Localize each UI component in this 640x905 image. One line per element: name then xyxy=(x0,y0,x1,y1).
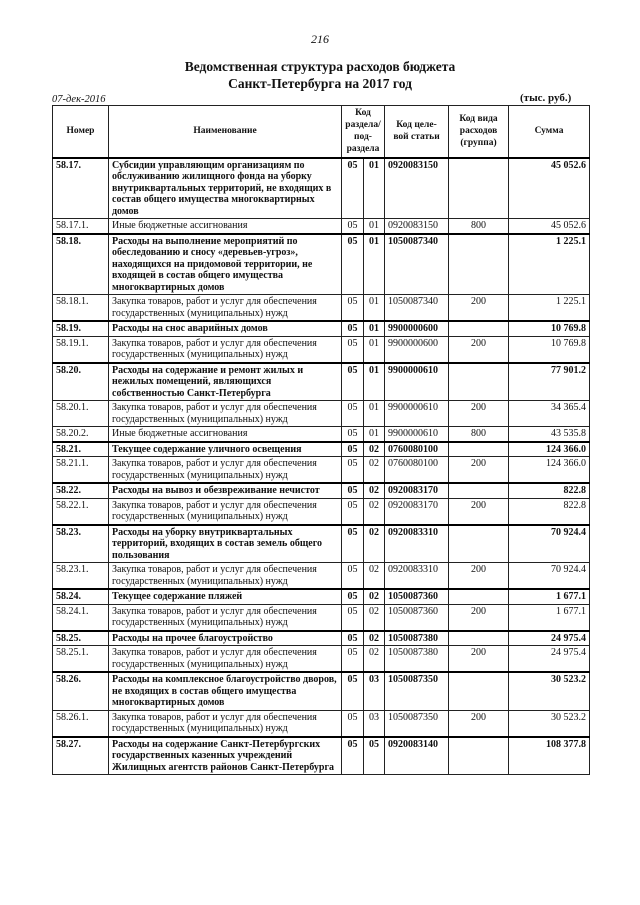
row-amount: 822.8 xyxy=(509,498,590,525)
row-target-code: 0920083150 xyxy=(385,158,449,219)
row-name: Расходы на содержание Санкт-Петербургских государственных казенных учреждений Жилищных агентств районов Санкт-Петербурга xyxy=(109,737,342,775)
row-expense-type xyxy=(449,234,509,295)
row-subsection-code: 01 xyxy=(364,321,385,336)
row-expense-type xyxy=(449,631,509,646)
row-amount: 108 377.8 xyxy=(509,737,590,775)
row-target-code: 0920083310 xyxy=(385,525,449,563)
row-target-code: 1050087340 xyxy=(385,234,449,295)
row-section-code: 05 xyxy=(342,158,364,219)
row-target-code: 1050087380 xyxy=(385,646,449,673)
row-section-code: 05 xyxy=(342,457,364,484)
row-subsection-code: 01 xyxy=(364,427,385,442)
row-expense-type: 800 xyxy=(449,219,509,234)
table-row xyxy=(53,401,590,427)
row-amount: 43 535.8 xyxy=(509,427,590,442)
row-amount: 70 924.4 xyxy=(509,525,590,563)
table-row xyxy=(53,363,590,401)
row-subsection-code: 02 xyxy=(364,631,385,646)
row-number: 58.22.1. xyxy=(53,498,109,525)
row-subsection-code: 02 xyxy=(364,483,385,498)
row-target-code: 1050087380 xyxy=(385,631,449,646)
row-section-code: 05 xyxy=(342,234,364,295)
row-section-code: 05 xyxy=(342,604,364,631)
row-number: 58.21. xyxy=(53,442,109,457)
row-name: Иные бюджетные ассигнования xyxy=(109,219,342,234)
row-section-code: 05 xyxy=(342,442,364,457)
table-row xyxy=(53,589,590,604)
row-target-code: 9900000600 xyxy=(385,321,449,336)
row-amount: 77 901.2 xyxy=(509,363,590,401)
row-expense-type xyxy=(449,363,509,401)
row-subsection-code: 01 xyxy=(364,158,385,219)
row-amount: 30 523.2 xyxy=(509,672,590,710)
row-amount: 24 975.4 xyxy=(509,646,590,673)
row-amount: 1 677.1 xyxy=(509,589,590,604)
row-section-code: 05 xyxy=(342,483,364,498)
table-row xyxy=(53,427,590,442)
row-number: 58.23.1. xyxy=(53,563,109,590)
row-subsection-code: 02 xyxy=(364,589,385,604)
row-expense-type: 200 xyxy=(449,498,509,525)
row-number: 58.17. xyxy=(53,158,109,219)
print-date: 07-дек-2016 xyxy=(52,94,106,105)
row-number: 58.19. xyxy=(53,321,109,336)
row-target-code: 0920083140 xyxy=(385,737,449,775)
row-subsection-code: 05 xyxy=(364,737,385,775)
row-section-code: 05 xyxy=(342,427,364,442)
row-target-code: 0920083170 xyxy=(385,483,449,498)
row-expense-type xyxy=(449,158,509,219)
header-number: Номер xyxy=(53,106,109,158)
table-row xyxy=(53,336,590,363)
table-header-row xyxy=(53,106,590,158)
row-number: 58.17.1. xyxy=(53,219,109,234)
table-row xyxy=(53,295,590,322)
row-number: 58.27. xyxy=(53,737,109,775)
table-row xyxy=(53,321,590,336)
row-amount: 34 365.4 xyxy=(509,401,590,427)
row-name: Иные бюджетные ассигнования xyxy=(109,427,342,442)
row-section-code: 05 xyxy=(342,631,364,646)
row-amount: 124 366.0 xyxy=(509,442,590,457)
row-target-code: 1050087340 xyxy=(385,295,449,322)
row-section-code: 05 xyxy=(342,401,364,427)
row-expense-type: 200 xyxy=(449,295,509,322)
row-number: 58.24. xyxy=(53,589,109,604)
row-number: 58.18.1. xyxy=(53,295,109,322)
row-amount: 30 523.2 xyxy=(509,710,590,737)
row-number: 58.24.1. xyxy=(53,604,109,631)
row-target-code: 9900000610 xyxy=(385,401,449,427)
header-expense-type: Код вида расходов (группа) xyxy=(449,106,509,158)
row-section-code: 05 xyxy=(342,363,364,401)
row-expense-type xyxy=(449,321,509,336)
row-name: Текущее содержание пляжей xyxy=(109,589,342,604)
row-target-code: 9900000600 xyxy=(385,336,449,363)
row-expense-type: 200 xyxy=(449,457,509,484)
row-section-code: 05 xyxy=(342,737,364,775)
row-number: 58.20.1. xyxy=(53,401,109,427)
table-row xyxy=(53,604,590,631)
table-row xyxy=(53,710,590,737)
row-expense-type: 200 xyxy=(449,604,509,631)
row-number: 58.20.2. xyxy=(53,427,109,442)
row-amount: 1 677.1 xyxy=(509,604,590,631)
row-name: Закупка товаров, работ и услуг для обеспечения государственных (муниципальных) нужд xyxy=(109,295,342,322)
header-amount: Сумма xyxy=(509,106,590,158)
row-amount: 45 052.6 xyxy=(509,219,590,234)
row-expense-type xyxy=(449,525,509,563)
row-name: Расходы на комплексное благоустройство дворов, не входящих в состав общего имущества многоквартирных домов xyxy=(109,672,342,710)
row-expense-type: 200 xyxy=(449,563,509,590)
table-row xyxy=(53,483,590,498)
row-name: Закупка товаров, работ и услуг для обеспечения государственных (муниципальных) нужд xyxy=(109,604,342,631)
title-line-2: Санкт-Петербурга на 2017 год xyxy=(228,76,412,91)
units-label: (тыс. руб.) xyxy=(520,92,572,104)
row-amount: 124 366.0 xyxy=(509,457,590,484)
row-expense-type: 200 xyxy=(449,336,509,363)
table-row xyxy=(53,457,590,484)
title-line-1: Ведомственная структура расходов бюджета xyxy=(184,59,456,74)
row-name: Расходы на выполнение мероприятий по обеследованию и сносу «деревьев-угроз», находящихся на придомовой территории, не входящей в состав общего имущества многоквартирных домов xyxy=(109,234,342,295)
row-subsection-code: 01 xyxy=(364,363,385,401)
row-expense-type xyxy=(449,672,509,710)
header-target: Код целе- вой статьи xyxy=(385,106,449,158)
row-name: Субсидии управляющим организациям по обслуживанию жилищного фонда на уборку внутриквартальных территорий, не входящих в состав общего имущества многоквартирных домов xyxy=(109,158,342,219)
row-subsection-code: 01 xyxy=(364,295,385,322)
row-name: Расходы на снос аварийных домов xyxy=(109,321,342,336)
row-target-code: 1050087360 xyxy=(385,604,449,631)
row-section-code: 05 xyxy=(342,589,364,604)
row-target-code: 0760080100 xyxy=(385,442,449,457)
row-amount: 10 769.8 xyxy=(509,336,590,363)
row-name: Расходы на содержание и ремонт жилых и нежилых помещений, являющихся собственностью Санкт-Петербурга xyxy=(109,363,342,401)
row-expense-type xyxy=(449,442,509,457)
row-number: 58.19.1. xyxy=(53,336,109,363)
table-row xyxy=(53,498,590,525)
row-section-code: 05 xyxy=(342,710,364,737)
row-target-code: 1050087350 xyxy=(385,672,449,710)
row-amount: 24 975.4 xyxy=(509,631,590,646)
row-amount: 70 924.4 xyxy=(509,563,590,590)
row-name: Закупка товаров, работ и услуг для обеспечения государственных (муниципальных) нужд xyxy=(109,563,342,590)
row-number: 58.22. xyxy=(53,483,109,498)
row-number: 58.26.1. xyxy=(53,710,109,737)
row-section-code: 05 xyxy=(342,295,364,322)
row-section-code: 05 xyxy=(342,498,364,525)
row-amount: 822.8 xyxy=(509,483,590,498)
row-name: Текущее содержание уличного освещения xyxy=(109,442,342,457)
table-row xyxy=(53,234,590,295)
row-name: Закупка товаров, работ и услуг для обеспечения государственных (муниципальных) нужд xyxy=(109,498,342,525)
row-expense-type xyxy=(449,737,509,775)
table-row xyxy=(53,672,590,710)
row-section-code: 05 xyxy=(342,321,364,336)
row-subsection-code: 02 xyxy=(364,646,385,673)
row-section-code: 05 xyxy=(342,336,364,363)
row-target-code: 9900000610 xyxy=(385,427,449,442)
document-title xyxy=(0,58,640,92)
row-subsection-code: 02 xyxy=(364,457,385,484)
row-name: Расходы на прочее благоустройство xyxy=(109,631,342,646)
row-number: 58.26. xyxy=(53,672,109,710)
row-section-code: 05 xyxy=(342,672,364,710)
row-number: 58.20. xyxy=(53,363,109,401)
row-subsection-code: 02 xyxy=(364,604,385,631)
row-target-code: 9900000610 xyxy=(385,363,449,401)
row-number: 58.21.1. xyxy=(53,457,109,484)
row-name: Расходы на вывоз и обезвреживание нечистот xyxy=(109,483,342,498)
table-row xyxy=(53,219,590,234)
row-name: Расходы на уборку внутриквартальных территорий, входящих в состав земель общего пользования xyxy=(109,525,342,563)
row-section-code: 05 xyxy=(342,563,364,590)
row-name: Закупка товаров, работ и услуг для обеспечения государственных (муниципальных) нужд xyxy=(109,457,342,484)
table-row xyxy=(53,442,590,457)
row-expense-type: 200 xyxy=(449,401,509,427)
table-row xyxy=(53,631,590,646)
header-section: Код раздела/ под- раздела xyxy=(342,106,385,158)
row-subsection-code: 02 xyxy=(364,442,385,457)
row-subsection-code: 01 xyxy=(364,234,385,295)
row-amount: 10 769.8 xyxy=(509,321,590,336)
row-target-code: 0760080100 xyxy=(385,457,449,484)
row-subsection-code: 01 xyxy=(364,401,385,427)
table-row xyxy=(53,737,590,775)
budget-table xyxy=(52,105,590,775)
row-expense-type xyxy=(449,483,509,498)
row-number: 58.18. xyxy=(53,234,109,295)
row-expense-type: 800 xyxy=(449,427,509,442)
row-target-code: 0920083150 xyxy=(385,219,449,234)
row-subsection-code: 02 xyxy=(364,498,385,525)
row-subsection-code: 02 xyxy=(364,563,385,590)
row-expense-type xyxy=(449,589,509,604)
row-section-code: 05 xyxy=(342,525,364,563)
row-amount: 1 225.1 xyxy=(509,295,590,322)
row-number: 58.25. xyxy=(53,631,109,646)
row-subsection-code: 01 xyxy=(364,336,385,363)
row-section-code: 05 xyxy=(342,219,364,234)
table-row xyxy=(53,158,590,219)
row-name: Закупка товаров, работ и услуг для обеспечения государственных (муниципальных) нужд xyxy=(109,646,342,673)
row-name: Закупка товаров, работ и услуг для обеспечения государственных (муниципальных) нужд xyxy=(109,336,342,363)
row-expense-type: 200 xyxy=(449,710,509,737)
row-amount: 1 225.1 xyxy=(509,234,590,295)
row-subsection-code: 01 xyxy=(364,219,385,234)
table-body xyxy=(53,158,590,775)
row-target-code: 0920083170 xyxy=(385,498,449,525)
page-number: 216 xyxy=(311,32,329,46)
row-number: 58.23. xyxy=(53,525,109,563)
row-number: 58.25.1. xyxy=(53,646,109,673)
table-row xyxy=(53,563,590,590)
row-amount: 45 052.6 xyxy=(509,158,590,219)
row-section-code: 05 xyxy=(342,646,364,673)
row-subsection-code: 03 xyxy=(364,710,385,737)
row-target-code: 1050087350 xyxy=(385,710,449,737)
row-target-code: 1050087360 xyxy=(385,589,449,604)
table-row xyxy=(53,525,590,563)
row-name: Закупка товаров, работ и услуг для обеспечения государственных (муниципальных) нужд xyxy=(109,710,342,737)
header-name: Наименование xyxy=(109,106,342,158)
row-subsection-code: 02 xyxy=(364,525,385,563)
row-subsection-code: 03 xyxy=(364,672,385,710)
row-expense-type: 200 xyxy=(449,646,509,673)
row-target-code: 0920083310 xyxy=(385,563,449,590)
row-name: Закупка товаров, работ и услуг для обеспечения государственных (муниципальных) нужд xyxy=(109,401,342,427)
table-row xyxy=(53,646,590,673)
